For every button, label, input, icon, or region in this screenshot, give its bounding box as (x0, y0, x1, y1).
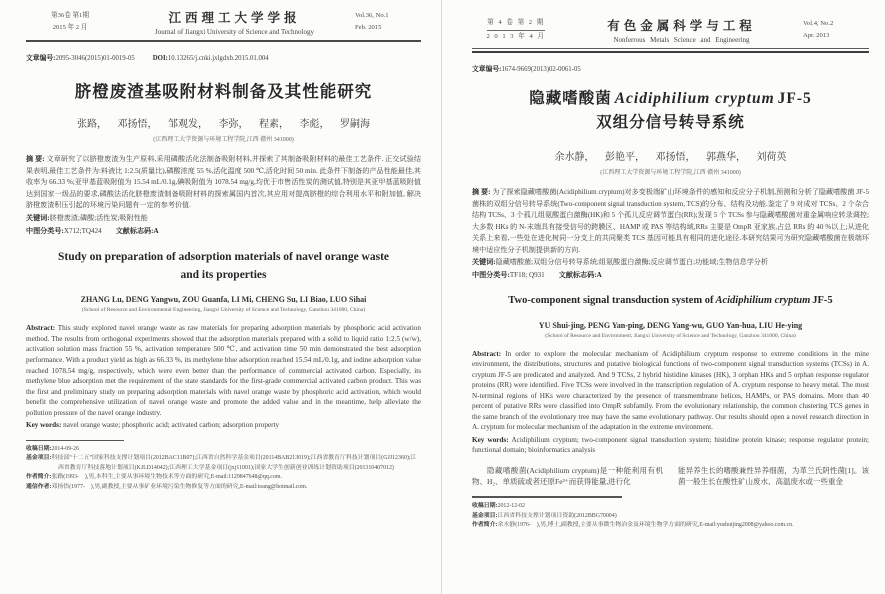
left-keywords-en (26, 420, 421, 431)
footnote-label: 收稿日期: (26, 445, 52, 452)
title-cn-line1 (472, 87, 869, 111)
article-no-value: 2095-3046(2015)01-0019-05 (55, 55, 135, 62)
clc-label: 中图分类号: (26, 226, 64, 235)
right-title-en (472, 293, 869, 309)
left-affiliation-en: (School of Resource and Environmental Engineering, Jiangxi University of Science and Technology, Ganzhou 341000, China) (81, 307, 366, 314)
right-vol-info (803, 18, 869, 42)
abstract-label-en: Abstract: (26, 324, 56, 333)
right-footnotes (472, 502, 869, 531)
body-column-1: 隐藏嗜酸菌(Acidiphilium cryptum)是一种能利用有机物、H₂、单质硫或者还原Fe³⁺而获得能量,进行化 (472, 465, 663, 487)
right-journal-header (472, 16, 869, 49)
footnote-label: 通信作者: (26, 483, 52, 490)
right-issue-info (472, 17, 560, 43)
abstract-text-cn: 为了探索隐藏嗜酸菌(Acidiphilium cryptum)对多变极端矿山环境条件的感知和反应分子机制,预测和分析了隐藏嗜酸菌 JF-5 菌株的双组分信号转导系统(Two-component signal transduction system, TCS)的分布、结构及功能.鉴定了 9 对成对 TCSs、2 个杂合结构 TCSs、3 个孤儿组氨酸蛋白激酶(HK)和 5 个孤儿反应调节蛋白(RR);发现 5 个 TCSs 参与隐藏嗜酸菌对重金属响应转录调控;大多数 HKs 的 N-末端具有接受信号的跨膜区、HAMP 或 PAS 等结构域,RRs 主要是 OmpR 亚家族,占总 RRs 的 40 %以上;从进化关系上来看,一些处在进化树同一分支上的共同聚类 TCS 基因可能具有相同的进化途径.本研究结果可为研究隐藏嗜酸菌在极端环境中适应性分子机制提供新的方向. (472, 188, 869, 254)
vol-date-en: Feb. 2015 (355, 24, 382, 31)
footnote-label: 收稿日期: (472, 503, 498, 510)
vol-number-en: Vol.4, No.2 (803, 20, 834, 28)
right-body-columns (472, 465, 869, 488)
left-issue-info (26, 10, 114, 34)
keywords-label-en: Key words: (472, 435, 509, 444)
right-paper-page (442, 0, 885, 594)
clc-value: X712;TQ424 (63, 226, 102, 235)
footnote-text: 科技部“十二五”国家科技支撑计划项目(2012BAC11B07);江西省自然科学基金项目(20114BAB213019);江西省教育厅科技计划项目(GJJ12360);江西省教育厅科技落地计划项目(KJLD14042);江西理工大学基金项目(jxj11001);国家大学生创新创业训练计划资助项目(201310407012) (51, 455, 417, 471)
footnote-label: 作者简介: (26, 474, 52, 481)
abstract-label-en: Abstract: (472, 349, 502, 358)
issue-date-cn: 2015 年 2 月 (52, 24, 88, 31)
right-authors-cn: 余水静， 彭艳平， 邓扬悟， 郭燕华， 刘荷英 (554, 152, 787, 164)
left-affiliation-cn: (江西理工大学资源与环境工程学院,江西 赣州 341000) (153, 137, 294, 143)
footnote-funding (26, 454, 421, 473)
doc-code: 文献标志码:A (115, 226, 159, 235)
keywords-text-en: Acidiphilium cryptum; two-component signal transduction system; histidine protein kinase; response regulator protein; functional domain; bioinformatics analysis (472, 435, 869, 455)
doi-label: DOI: (152, 55, 168, 62)
right-clc-line (472, 270, 869, 280)
vol-date-en: Apr. 2013 (803, 32, 830, 39)
title-en-species-italic: Acidiphilium cryptum (715, 295, 811, 307)
left-footnotes (26, 445, 421, 493)
right-authors-en: YU Shui-jing, PENG Yan-ping, DENG Yang-wu, GUO Yan-hua, LIU He-ying (538, 320, 803, 330)
title-cn-suffix: JF-5 (777, 89, 812, 107)
footnote-label: 基金项目: (26, 455, 52, 462)
footnote-text: 2014-09-26 (51, 445, 80, 452)
footnote-text: 邓扬悟(1977- ),男,副教授,主要从事矿业环境污染生物修复等方面的研究,E-mail:toang@hotmail.com. (51, 483, 308, 490)
article-no-value: 1674-9669(2013)02-0061-05 (501, 65, 581, 73)
footnote-text: 2012-12-02 (497, 503, 526, 510)
left-paper-page (0, 0, 442, 594)
abstract-label-cn: 摘 要: (472, 188, 491, 197)
left-journal-title-block (114, 8, 355, 36)
body-column-2: 能异养生长的嗜酸兼性异养细菌，为革兰氏阴性菌[1]。该菌一般生长在酸性矿山废水、高温废水或一些重金 (678, 465, 869, 487)
footnote-text: 余水静(1976- ),男,博士,副教授,主要从事微生物冶金及环境生物学方面的研究,E-mail:yushuijing2008@yahoo.com.cn. (497, 522, 794, 529)
footnote-text: 张路(1993- ),男,本科生,主要从事环境生物技术等方面的研究,E-mail:1129847648@qq.com. (51, 474, 282, 481)
keywords-text-cn: 隐藏嗜酸菌;双组分信号转导系统;组氨酸蛋白激酶;反应调节蛋白;功能域;生物信息学分析 (495, 258, 768, 267)
footnote-author-bio (26, 473, 421, 483)
left-authors-en: ZHANG Lu, DENG Yangwu, ZOU Guanfa, LI Mi, CHENG Su, LI Biao, LUO Sihai (80, 295, 367, 305)
issue-volume-cn: 第 4 卷 第 2 期 (487, 17, 545, 31)
left-title-en (26, 249, 421, 285)
footnote-corresponding-author (26, 483, 421, 493)
doi-value: 10.13265/j.cnki.jxlgdxb.2015.01.004 (167, 55, 269, 62)
footnote-label: 基金项目: (472, 512, 498, 519)
right-abstract-en (472, 349, 869, 433)
right-title-cn (472, 87, 869, 135)
title-en-line1: Study on preparation of adsorption materials of navel orange waste (57, 250, 390, 263)
left-abstract-en (26, 323, 421, 418)
article-no-label: 文章编号: (26, 55, 56, 62)
clc-label: 中图分类号: (472, 271, 510, 280)
issue-date-cn: 2 0 1 3 年 4 月 (486, 33, 546, 40)
right-affiliation-cn: (江西理工大学资源与环境工程学院,江西 赣州 341000) (600, 170, 741, 177)
right-article-meta (472, 63, 869, 73)
abstract-text-en: In order to explore the molecular mechanism of Acidiphilium cryptum response to extreme conditions in the mine environment, the distributions, structures and putative biological functions of two-component signal transduction systems (TCSs) in A. cryptum JF-5 are predicated and analyzed. And 9 TCSs, 2 hybrid histidine kinases (HK), 3 orphan HKs and 5 orphan response regulator proteins (RR) were identified. Five TCSs were involved in the transcription regulation of A. cryptum response to heavy metal. The most N-terminal regions of HKs were characterized by the presence of transmembrane helices, HAMPs, or PAS domains. More than 40 percent of putative RRs were classified into OmpR subfamily. From the evolutionary relationship, the common clustering TCS genes in the same branch of the evolutionary tree may have the same evolutionary pathway. Our results should open a novel research direction in A. cryptum for molecular mechanism of the adaptation in the extreme environment. (472, 349, 870, 432)
keywords-text-cn: 脐橙废渣;磷酸;活性炭;吸附性能 (49, 213, 148, 222)
issue-volume-cn: 第36卷 第1期 (51, 12, 89, 20)
header-rule (472, 51, 869, 53)
right-journal-title-block (560, 16, 803, 44)
right-keywords-cn (472, 257, 869, 267)
footnote-divider (472, 496, 622, 498)
title-species-italic: Acidiphilium cryptum (614, 89, 775, 107)
left-abstract-cn (26, 154, 421, 212)
abstract-text-en: This study explored navel orange waste as raw materials for preparing adsorption materials by phosphoric acid activation method. The results from orthogonal experiments showed that the adsorption materials prepared with a solid to liquid ratio 1:2.5 (w/w), activation solution mass fraction 55 %, activation temperature 500 ℃, and activation time 50 min demonstrated the best adsorption performance. With a product yield as high as 66.33 %, its methylene blue adsorption reached 15.54 mL/0.1g, and iodine adsorption value reached 1078.54 mg/g, respectively, which were even better than the performance of commercial activated carbon. Especially, its methylene blue adsorption met the requirement of the state standards for the first-grade commercial activated carbon product. This was the first and preliminary study on preparing adsorption materials with navel orange waste by phosphoric acid activation, which would benefit the comprehensive utilization of navel orange waste and promote the added value and in the meantime, help alleviate the pollution pressure of the navel orange industry. (26, 324, 421, 417)
footnote-received-date (26, 445, 421, 455)
journal-title-cn: 有色金属科学与工程 (607, 19, 756, 33)
left-title-cn: 脐橙废渣基吸附材料制备及其性能研究 (74, 82, 373, 101)
left-authors-cn: 张路， 邓扬悟， 邹观发， 李弥， 程素， 李彪， 罗嗣海 (77, 119, 370, 130)
footnote-received-date (472, 502, 869, 512)
doc-code: 文献标志码:A (558, 271, 602, 280)
right-affiliation-en: (School of Resource and Environment, Jiangxi University of Science and Technology, Ganzhou 341000, China) (545, 332, 796, 339)
abstract-text-cn: 文章研究了以脐橙废渣为生产原料,采用磷酸活化法制备吸附材料,并探索了其制备吸附材料的最佳工艺条件. 正交试验结果表明,最佳工艺条件为:料液比 1:2.5(质量比),磷酸浓度 55 %,活化温度 500 ℃,活化时间 50 min. 此条件下制备的产品性能最佳,其收率为 66.33 %;亚甲基蓝吸附值为 15.54 mL/0.1g,碘吸附值为 1078.54 mg/g,均优于市售活性炭的测试值,特别是其亚甲基蓝吸附值达到国家一级品的要求,磷酸法活化脐橙废渣制备吸附材料的探索属国内首次,其应用对提高脐橙的综合利用水平和附加值, 解决脐橙废渣积压引起的环境污染问题有一定的参考价值. (26, 155, 421, 210)
title-en-prefix: Two-component signal transduction system of (508, 295, 714, 307)
footnote-label: 作者简介: (472, 522, 498, 529)
right-keywords-en (472, 435, 869, 456)
footnote-author-bio (472, 521, 869, 531)
right-abstract-cn (472, 187, 869, 256)
keywords-label-cn: 关键词: (472, 258, 496, 267)
left-keywords-cn (26, 213, 421, 223)
abstract-label-cn: 摘 要: (26, 155, 45, 163)
keywords-label-cn: 关键词: (26, 213, 50, 222)
title-cn-prefix: 隐藏嗜酸菌 (529, 89, 612, 107)
left-journal-header (26, 8, 421, 42)
title-en-line2: and its properties (180, 268, 267, 281)
article-no-label: 文章编号: (472, 65, 502, 73)
keywords-text-en: navel orange waste; phosphoric acid; activated carbon; adsorption property (63, 421, 280, 430)
left-clc-line (26, 226, 421, 236)
journal-title-en: Nonferrous Metals Science and Engineering (613, 36, 750, 44)
footnote-funding (472, 512, 869, 522)
vol-number-en: Vol.36, No.1 (355, 12, 389, 20)
title-cn-line2: 双组分信号转导系统 (596, 114, 745, 131)
left-vol-info (355, 10, 421, 34)
left-article-meta (26, 52, 421, 62)
footnote-divider (26, 440, 124, 441)
journal-title-en: Journal of Jiangxi University of Science and Technology (155, 28, 314, 36)
keywords-label-en: Key words: (26, 421, 62, 430)
journal-title-cn: 江西理工大学学报 (168, 11, 301, 25)
footnote-text: 江西省科技支撑计划项目资助(2012BBG70004) (497, 512, 617, 519)
clc-value: TF18; Q931 (509, 271, 545, 280)
title-en-suffix: JF-5 (812, 295, 833, 307)
